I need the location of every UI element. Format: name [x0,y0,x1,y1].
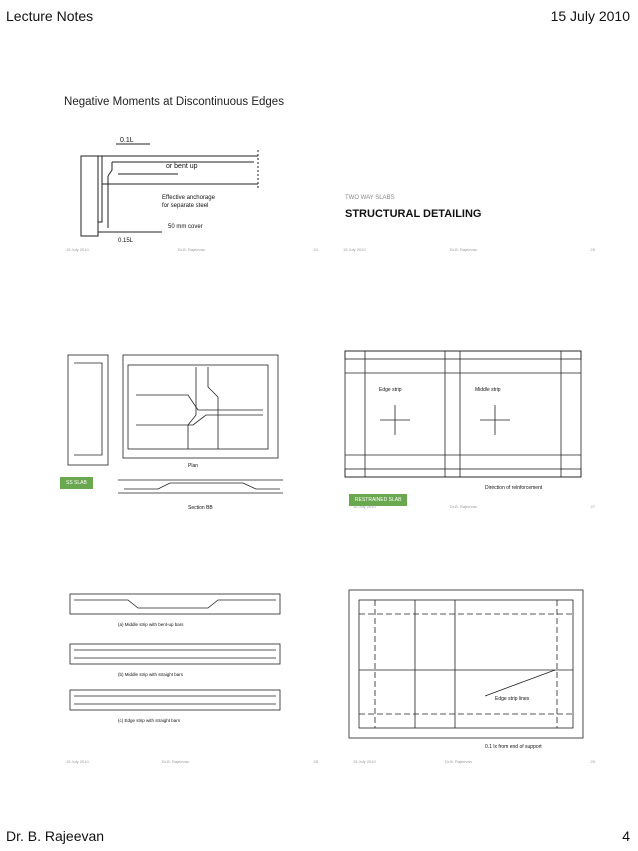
slide-author: Dr.B. Rajeevan [450,504,477,509]
label-c: (c) Edge strip with straight bars [118,718,181,723]
label-end-support: 0.1 lx from end of support [485,744,542,750]
slide-25 [335,58,603,263]
label-direction: Direction of reinforcement [485,485,543,491]
slide-footer [335,247,603,257]
page-number: 4 [622,828,630,844]
restrained-slab-tag: RESTRAINED SLAB [349,494,407,506]
label-b: (b) Middle strip with straight bars [118,672,184,677]
slide-26 [58,315,326,520]
slide-number: 25 [590,247,595,252]
slide-author: Dr.B. Rajeevan [450,247,477,252]
slide-28 [58,570,326,775]
label-section: Section BB [188,505,213,511]
slide-date: 15 July 2010 [343,247,366,252]
label-cover: 50 mm cover [168,224,203,230]
slide-number: 27 [590,504,595,509]
label-edge-strip-lines: Edge strip lines [495,696,530,702]
slide-author: Dr.B. Rajeevan [445,759,472,764]
slide-footer [335,504,603,514]
slide-date: 15 July 2010 [353,504,376,509]
slab-anchorage-diagram [58,58,326,263]
label-anchorage: Effective anchorage [162,195,215,201]
slide-29 [335,570,603,775]
slide-number: 29 [590,759,595,764]
slide-author: Dr.B. Rajeevan [178,247,205,252]
slide-number: 24 [313,247,318,252]
slide-title: Negative Moments at Discontinuous Edges [64,96,284,108]
ss-slab-tag: SS SLAB [60,477,93,489]
slide-27 [335,315,603,520]
label-middle-strip: Middle strip [475,387,501,393]
slide-date: 15 July 2010 [353,759,376,764]
document-date: 15 July 2010 [550,8,630,24]
label-015l: 0.15L [118,238,134,244]
document-title: Lecture Notes [6,8,94,24]
label-plan: Plan [188,463,199,469]
slide-footer [335,759,603,769]
ss-slab-drawing [58,315,326,520]
slide-title: STRUCTURAL DETAILING [345,208,482,220]
slide-footer [58,759,326,769]
slide-footer [58,247,326,257]
slab-plan-drawing [335,570,603,775]
document-author: Dr. B. Rajeevan [6,828,105,844]
label-bent-up: or bent up [166,163,198,170]
strip-reinforcement-drawing [58,570,326,775]
label-a: (a) Middle strip with bent-up bars [118,622,184,627]
restrained-slab-drawing [335,315,603,520]
slide-subtitle: TWO WAY SLABS [345,195,395,201]
slide-date: 15 July 2010 [66,759,89,764]
label-edge-strip: Edge strip [379,387,402,393]
slide-author: Dr.B. Rajeevan [162,759,189,764]
slide-date: 15 July 2010 [66,247,89,252]
label-01l: 0.1L [120,137,134,144]
slide-24 [58,58,326,263]
slide-number: 28 [313,759,318,764]
label-separate-steel: for separate steel [162,203,209,209]
